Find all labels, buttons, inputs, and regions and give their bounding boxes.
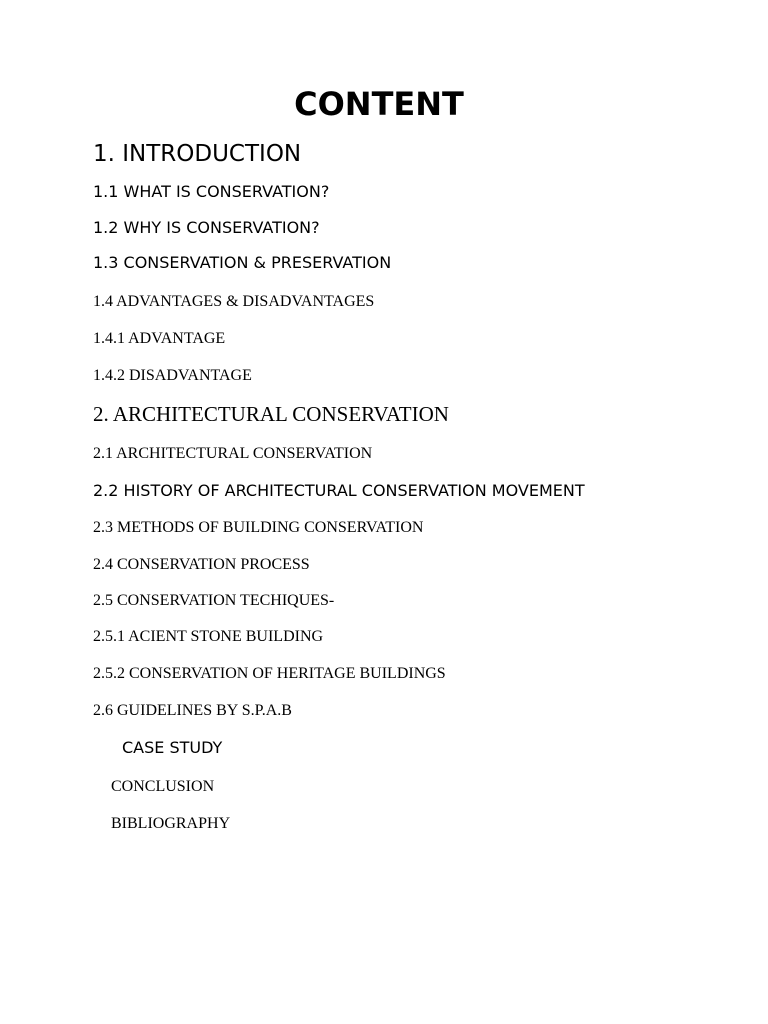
toc-entry-conclusion: CONCLUSION — [111, 778, 215, 795]
toc-entry-1-4-2: 1.4.2 DISADVANTAGE — [93, 367, 252, 384]
toc-entry-1-2: 1.2 WHY IS CONSERVATION? — [93, 218, 320, 237]
toc-entry-bibliography: BIBLIOGRAPHY — [111, 815, 231, 832]
page-title: CONTENT — [294, 85, 464, 123]
toc-entry-2-1: 2.1 ARCHITECTURAL CONSERVATION — [93, 445, 373, 462]
toc-entry-2-6: 2.6 GUIDELINES BY S.P.A.B — [93, 702, 292, 719]
toc-entry-1-4-1: 1.4.1 ADVANTAGE — [93, 330, 226, 347]
toc-entry-2-5-1: 2.5.1 ACIENT STONE BUILDING — [93, 628, 324, 645]
toc-heading-architectural-conservation: 2. ARCHITECTURAL CONSERVATION — [93, 402, 449, 426]
toc-entry-1-3: 1.3 CONSERVATION & PRESERVATION — [93, 253, 392, 272]
toc-entry-1-1: 1.1 WHAT IS CONSERVATION? — [93, 182, 330, 201]
toc-entry-2-5: 2.5 CONSERVATION TECHIQUES- — [93, 592, 335, 609]
toc-entry-2-4: 2.4 CONSERVATION PROCESS — [93, 556, 310, 573]
toc-entry-1-4: 1.4 ADVANTAGES & DISADVANTAGES — [93, 293, 375, 310]
toc-entry-2-5-2: 2.5.2 CONSERVATION OF HERITAGE BUILDINGS — [93, 665, 446, 682]
toc-entry-2-3: 2.3 METHODS OF BUILDING CONSERVATION — [93, 519, 424, 536]
toc-heading-introduction: 1. INTRODUCTION — [93, 141, 302, 167]
toc-entry-case-study: CASE STUDY — [122, 738, 223, 757]
toc-entry-2-2: 2.2 HISTORY OF ARCHITECTURAL CONSERVATION MOVEMENT — [93, 481, 585, 500]
